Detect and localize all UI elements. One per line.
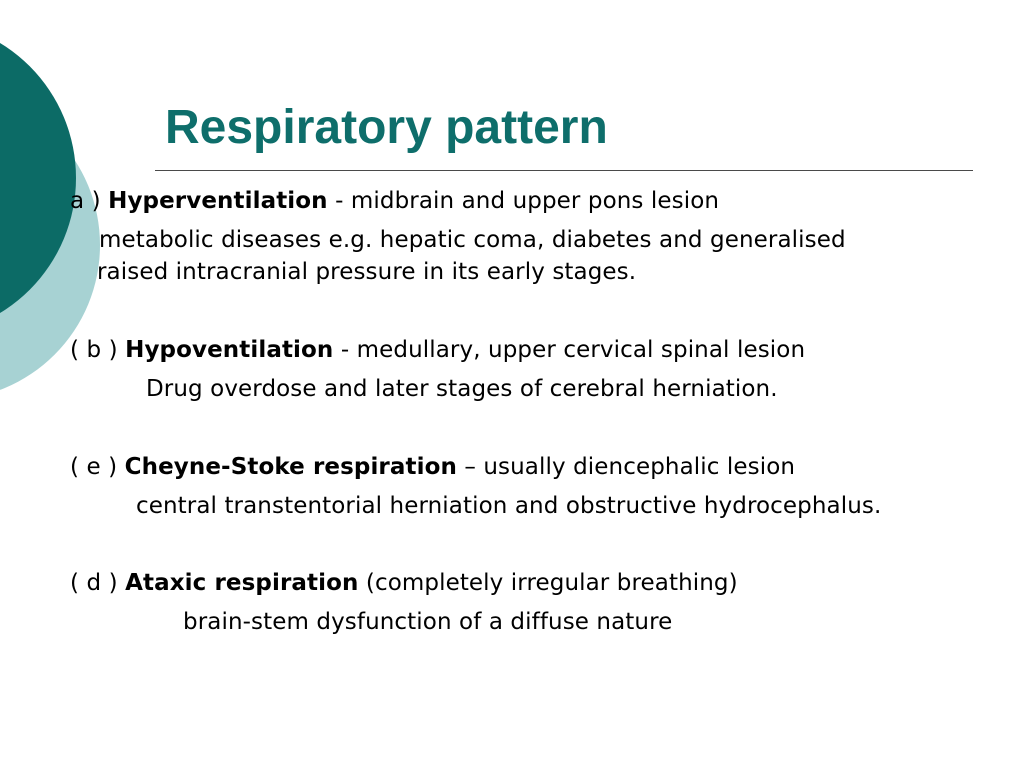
item-marker: a ) xyxy=(70,188,109,214)
item-detail: brain-stem dysfunction of a diffuse nature xyxy=(183,609,673,635)
item-marker: ( b ) xyxy=(70,337,126,363)
item-description: - medullary, upper cervical spinal lesion xyxy=(333,337,806,363)
item-description: - midbrain and upper pons lesion xyxy=(327,188,720,214)
item-description: – usually diencephalic lesion xyxy=(456,454,796,480)
item-term: Hypoventilation xyxy=(125,337,334,363)
list-item-cheyne-stoke xyxy=(70,452,795,482)
title-divider xyxy=(155,170,973,171)
item-detail: central transtentorial herniation and obstructive hydrocephalus. xyxy=(136,493,882,519)
list-item-hyperventilation xyxy=(70,186,719,216)
list-item-ataxic xyxy=(70,568,738,598)
item-marker: ( d ) xyxy=(70,570,126,596)
item-marker: ( e ) xyxy=(70,454,125,480)
item-detail: metabolic diseases e.g. hepatic coma, diabetes and generalised xyxy=(99,227,846,253)
item-detail: raised intracranial pressure in its early stages. xyxy=(97,259,637,285)
list-item-hypoventilation xyxy=(70,335,805,365)
item-detail: Drug overdose and later stages of cerebral herniation. xyxy=(146,376,778,402)
item-description: (completely irregular breathing) xyxy=(358,570,738,596)
item-term: Hyperventilation xyxy=(108,188,328,214)
slide-title: Respiratory pattern xyxy=(165,101,608,154)
item-term: Ataxic respiration xyxy=(125,570,359,596)
item-term: Cheyne-Stoke respiration xyxy=(124,454,457,480)
